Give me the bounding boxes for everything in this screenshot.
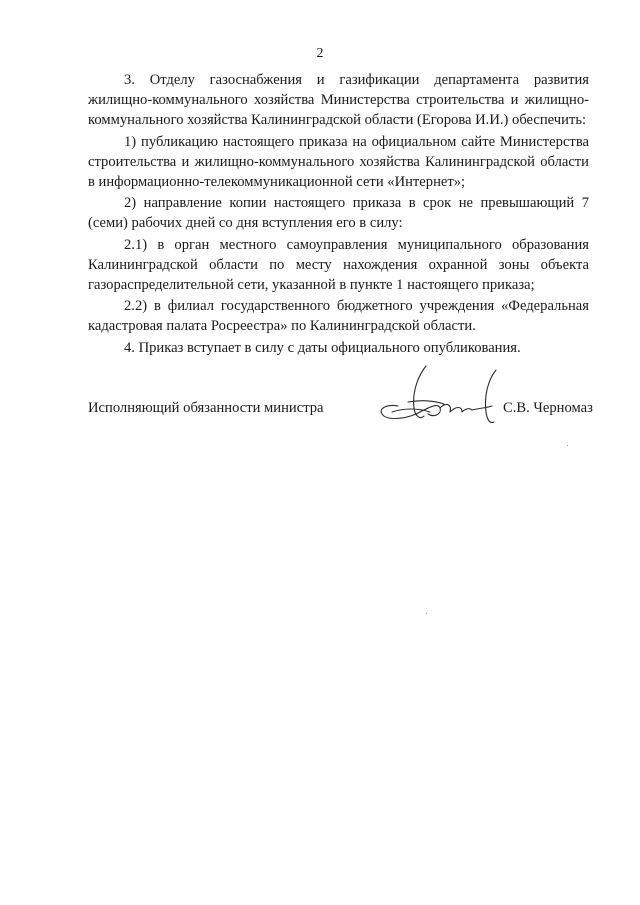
signature-block xyxy=(88,398,593,438)
paragraph-3-2-2: 2.2) в филиал государственного бюджетного учреждения «Федеральная кадастровая палата Росреестра» по Калининградской области. xyxy=(88,298,589,335)
paragraph-3-1: 1) публикацию настоящего приказа на официальном сайте Министерства строительства и жилищно-коммунального хозяйства Калининградской области в информационно-телекоммуникационной сети «Интернет»; xyxy=(88,133,589,191)
paragraph-3: 3. Отделу газоснабжения и газификации департамента развития жилищно-коммунального хозяйства Министерства строительства и жилищно-коммунального хозяйства Калининградской области (Егорова И.И.) обеспечить: xyxy=(88,72,589,129)
handwritten-signature xyxy=(368,362,518,434)
signatory-name: С.В. Черномаз xyxy=(503,400,593,416)
page-number: 2 xyxy=(316,46,324,61)
signatory-title: Исполняющий обязанности министра xyxy=(88,400,324,416)
document-body xyxy=(88,70,589,359)
scan-speck xyxy=(426,613,427,614)
scan-speck xyxy=(567,445,568,446)
paragraph-3-2: 2) направление копии настоящего приказа в срок не превышающий 7 (семи) рабочих дней со дня вступления его в силу: xyxy=(88,195,589,232)
paragraph-3-2-1: 2.1) в орган местного самоуправления муниципального образования Калининградской области по месту нахождения охранной зоны объекта газораспределительной сети, указанной в пункте 1 настоящего приказа; xyxy=(88,236,589,294)
paragraph-4: 4. Приказ вступает в силу с даты официального опубликования. xyxy=(124,339,521,356)
